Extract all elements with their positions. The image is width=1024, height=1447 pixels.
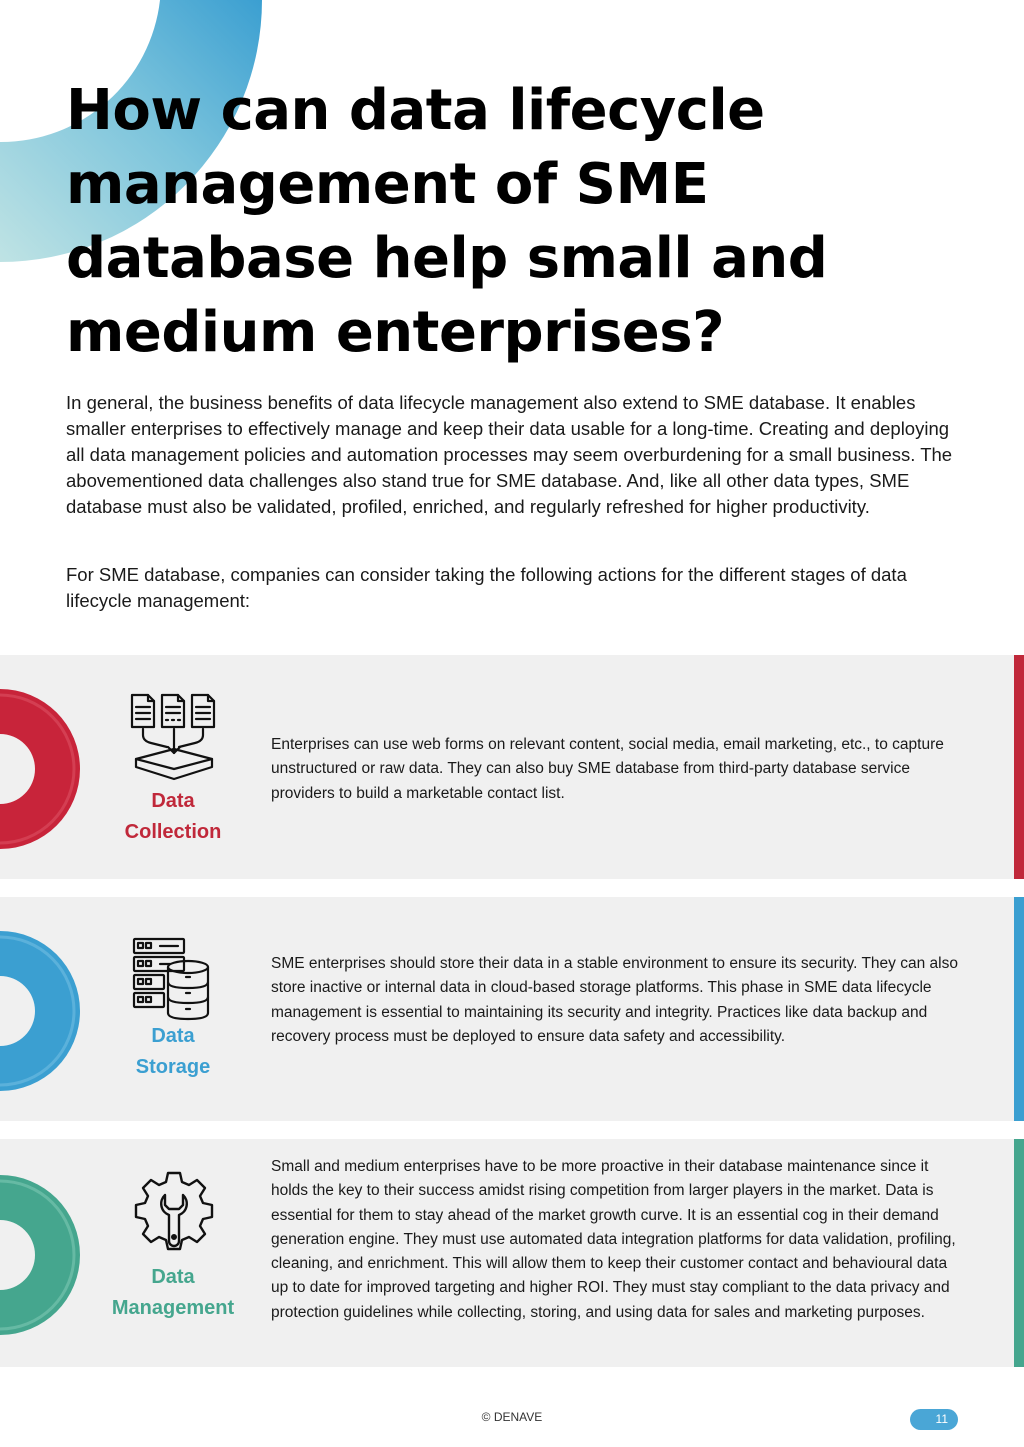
stage-description: SME enterprises should store their data in a stable environment to ensure its security. They can also store inactive or internal data in cloud-based storage platforms. This phase in SME data lifecycle management is essential to maintaining its security and integrity. Practices like data backup and recovery process must be deployed to ensure data safety and accessibility.: [271, 955, 958, 1045]
accent-bar: [1014, 1139, 1024, 1367]
server-database-icon: [128, 933, 220, 1025]
stage-data-collection: [0, 655, 1024, 879]
stage-description: Enterprises can use web forms on relevant content, social media, email marketing, etc., to capture unstructured or raw data. They can also buy SME database from third-party database service providers to build a marketable contact list.: [271, 736, 944, 802]
ring-decoration: [0, 689, 80, 849]
page-title: How can data lifecycle management of SME database help small and medium enterprises?: [66, 78, 828, 365]
stage-data-management: [0, 1139, 1024, 1367]
accent-bar: [1014, 897, 1024, 1121]
stage-data-storage: [0, 897, 1024, 1121]
stage-label: Data Management: [111, 1266, 235, 1319]
ring-decoration: [0, 931, 80, 1091]
stage-description: Small and medium enterprises have to be more proactive in their database maintenance since it holds the key to their success amidst rising competition from larger players in the market. Data is essential for them to stay ahead of the market growth curve. It is an essential cog in their demand generation engine. They must use automated data integration platforms for data validation, profiling, cleaning, and enrichment. This will allow them to keep their customer contact and behavioural data up to date for improved targeting and higher ROI. They must stay compliant to the data privacy and protection guidelines while collecting, storing, and using data for sales and marketing purposes.: [271, 1158, 956, 1321]
page-number-badge: 11: [910, 1409, 958, 1430]
documents-to-box-icon: [128, 691, 220, 783]
stage-label: Data Storage: [135, 1025, 211, 1078]
gear-wrench-icon: [128, 1165, 220, 1257]
intro-paragraph-1: In general, the business benefits of data lifecycle management also extend to SME database. It enables smaller enterprises to effectively manage and keep their data usable for a long-time. Creating and deploying all data management policies and automation processes may seem overburdening for a small business. The abovementioned data challenges also stand true for SME database. And, like all other data types, SME database must also be validated, profiled, enriched, and regularly refreshed for higher productivity.: [66, 392, 953, 517]
ring-decoration: [0, 1175, 80, 1335]
accent-bar: [1014, 655, 1024, 879]
footer-copyright: © DENAVE: [481, 1410, 543, 1424]
intro-paragraph-2: For SME database, companies can consider taking the following actions for the different stages of data lifecycle management:: [66, 564, 907, 611]
stage-label: Data Collection: [124, 790, 222, 843]
